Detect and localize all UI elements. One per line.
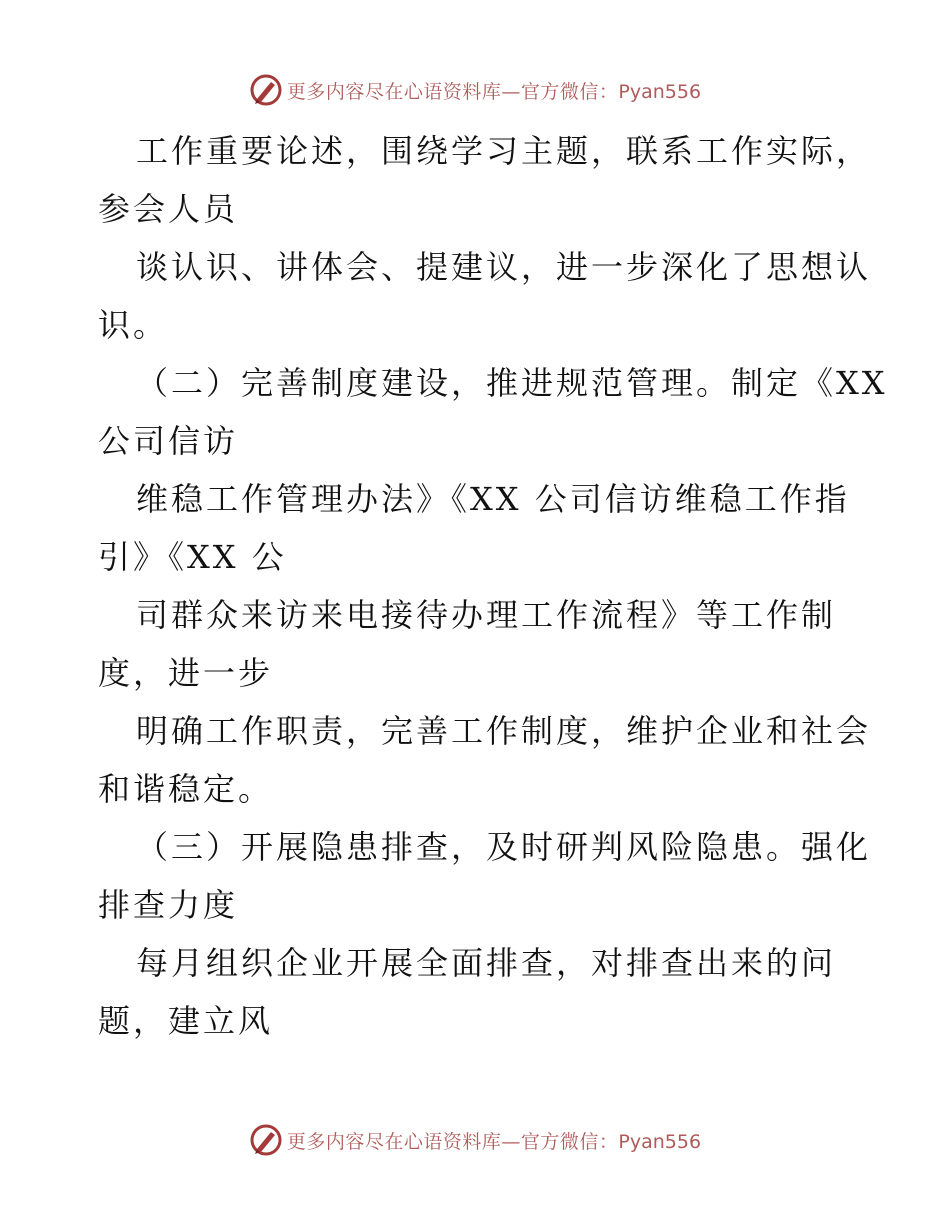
text-line: 每月组织企业开展全面排查，对排查出来的问 <box>136 944 837 982</box>
document-body <box>98 122 888 1050</box>
pen-logo-icon <box>249 73 283 107</box>
text-line: 题，建立风 <box>98 1002 274 1040</box>
header-banner-text: 更多内容尽在心语资料库—官方微信：Pyan556 <box>286 80 702 103</box>
text-line: 参会人员 <box>98 190 239 228</box>
text-line: 识。 <box>98 306 169 344</box>
text-line: 司群众来访来电接待办理工作流程》等工作制 <box>136 596 837 634</box>
text-line: （二）完善制度建设，推进规范管理。制定《XX <box>136 364 888 402</box>
text-line: 谈认识、讲体会、提建议，进一步深化了思想认 <box>136 248 872 286</box>
text-line: 排查力度 <box>98 886 239 924</box>
footer-wechat-id: Pyan556 <box>618 1130 702 1153</box>
text-line: 度，进一步 <box>98 654 274 692</box>
pen-logo-icon <box>249 1123 283 1157</box>
text-line: （三）开展隐患排查，及时研判风险隐患。强化 <box>136 828 872 866</box>
header-wechat-id: Pyan556 <box>618 80 702 103</box>
text-line: 和谐稳定。 <box>98 770 274 808</box>
text-line: 工作重要论述，围绕学习主题，联系工作实际， <box>136 132 872 170</box>
text-line: 维稳工作管理办法》《XX 公司信访维稳工作指 <box>136 480 850 518</box>
footer-banner-text: 更多内容尽在心语资料库—官方微信：Pyan556 <box>286 1130 702 1153</box>
header-banner <box>0 70 950 110</box>
text-line: 引》《XX 公 <box>98 538 287 576</box>
text-line: 公司信访 <box>98 422 239 460</box>
footer-banner <box>0 1120 950 1160</box>
text-line: 明确工作职责，完善工作制度，维护企业和社会 <box>136 712 872 750</box>
